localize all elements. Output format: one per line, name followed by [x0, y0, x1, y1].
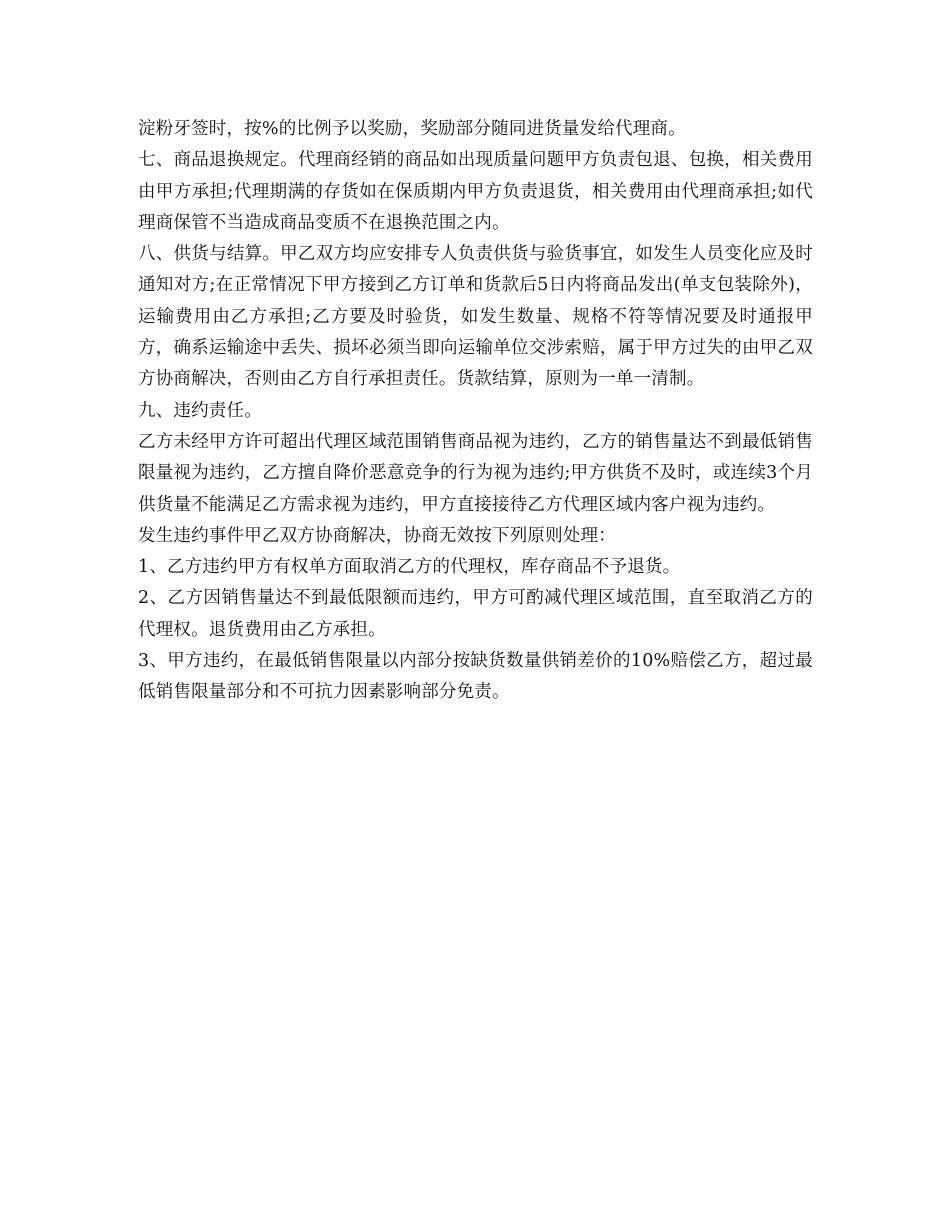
list-item-breach-1: 1、乙方违约甲方有权单方面取消乙方的代理权，库存商品不予退货。: [138, 557, 681, 578]
paragraph-reward-clause: 淀粉牙签时，按%的比例予以奖励，奖励部分随同进货量发给代理商。: [138, 119, 686, 139]
paragraph-breach-resolution: 发生违约事件甲乙双方协商解决，协商无效按下列原则处理：: [138, 525, 616, 546]
section-heading-breach: 九、违约责任。: [138, 400, 262, 421]
document-body: [138, 114, 813, 709]
list-item-breach-2: 2、乙方因销售量达不到最低限额而违约，甲方可酌减代理区域范围，直至取消乙方的代理权。退货费用由乙方承担。: [138, 588, 813, 640]
paragraph-return-policy: 七、商品退换规定。代理商经销的商品如出现质量问题甲方负责包退、包换，相关费用由甲方承担;代理期满的存货如在保质期内甲方负责退货，相关费用由代理商承担;如代理商保管不当造成商品变质不在退换范围之内。: [138, 150, 813, 233]
paragraph-supply-settlement: 八、供货与结算。甲乙双方均应安排专人负责供货与验货事宜，如发生人员变化应及时通知对方;在正常情况下甲方接到乙方订单和货款后5日内将商品发出(单支包装除外)，运输费用由乙方承担;乙方要及时验货，如发生数量、规格不符等情况要及时通报甲方，确系运输途中丢失、损坏必须当即向运输单位交涉索赔，属于甲方过失的由甲乙双方协商解决，否则由乙方自行承担责任。货款结算，原则为一单一清制。: [138, 244, 813, 390]
list-item-breach-3: 3、甲方违约，在最低销售限量以内部分按缺货数量供销差价的10%赔偿乙方，超过最低销售限量部分和不可抗力因素影响部分免责。: [138, 651, 813, 703]
paragraph-breach-definition: 乙方未经甲方许可超出代理区域范围销售商品视为违约，乙方的销售量达不到最低销售限量视为违约，乙方擅自降价恶意竞争的行为视为违约;甲方供货不及时，或连续3个月供货量不能满足乙方需求视为违约，甲方直接接待乙方代理区域内客户视为违约。: [138, 431, 813, 515]
